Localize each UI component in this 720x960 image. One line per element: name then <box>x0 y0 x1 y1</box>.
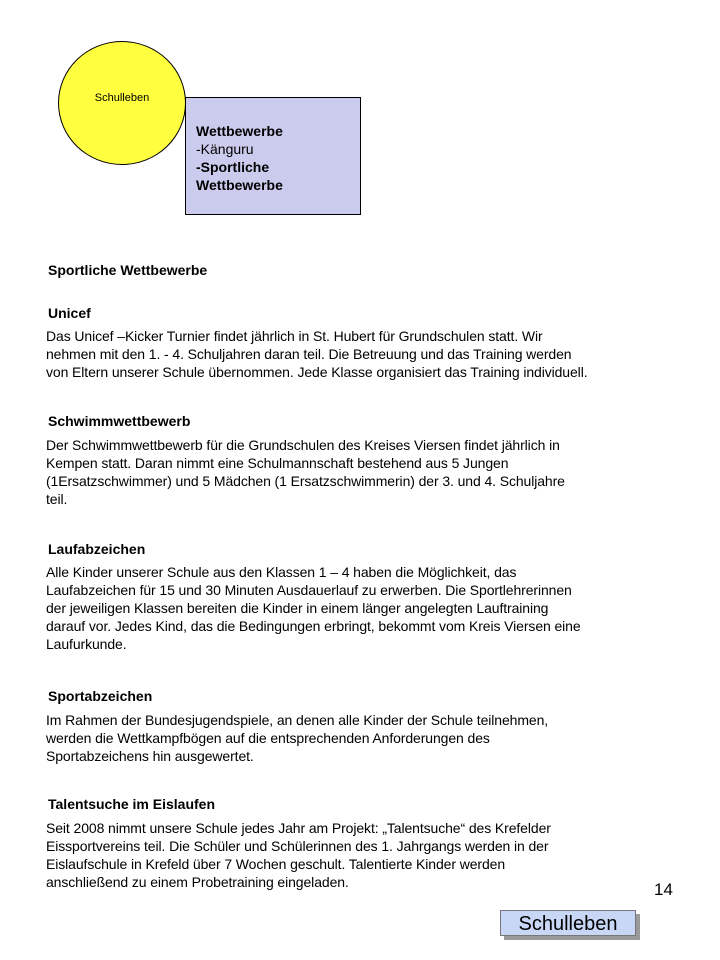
page-number: 14 <box>654 880 673 899</box>
section-title-talentsuche: Talentsuche im Eislaufen <box>48 796 216 812</box>
body-line: Sportabzeichens hin ausgewertet. <box>46 748 254 764</box>
body-line: Alle Kinder unserer Schule aus den Klassen 1 – 4 haben die Möglichkeit, das <box>46 564 517 580</box>
page-heading: Sportliche Wettbewerbe <box>48 262 208 278</box>
body-line: werden die Wettkampfbögen auf die entsprechenden Anforderungen des <box>46 730 490 746</box>
body-line: von Eltern unserer Schule übernommen. Jede Klasse organisiert das Training individuell. <box>46 364 588 380</box>
body-line: darauf vor. Jedes Kind, das die Bedingungen erbringt, bekommt vom Kreis Viersen eine <box>46 618 581 634</box>
body-line: anschließend zu einem Probetraining eingeladen. <box>46 874 349 890</box>
section-title-unicef: Unicef <box>48 305 91 321</box>
body-line: Kempen statt. Daran nimmt eine Schulmannschaft bestehend aus 5 Jungen <box>46 455 509 471</box>
body-line: Laufabzeichen für 15 und 30 Minuten Ausdauerlauf zu erwerben. Die Sportlehrerinnen <box>46 582 572 598</box>
body-line: Der Schwimmwettbewerb für die Grundschulen des Kreises Viersen findet jährlich in <box>46 437 560 453</box>
circle-label: Schulleben <box>94 92 150 104</box>
body-line: nehmen mit den 1. - 4. Schuljahren daran teil. Die Betreuung und das Training werden <box>46 346 572 362</box>
box-line-4: Wettbewerbe <box>196 177 283 193</box>
body-line: teil. <box>46 491 68 507</box>
body-line: Das Unicef –Kicker Turnier findet jährlich in St. Hubert für Grundschulen statt. Wir <box>46 328 543 344</box>
body-line: Seit 2008 nimmt unsere Schule jedes Jahr am Projekt: „Talentsuche“ des Krefelder <box>46 820 551 836</box>
body-line: Laufurkunde. <box>46 636 127 652</box>
body-line: Eissportvereins teil. Die Schüler und Schülerinnen des 1. Jahrgangs werden in der <box>46 838 549 854</box>
section-body-talentsuche <box>46 819 686 891</box>
section-body-sportabzeichen <box>46 711 686 765</box>
box-line-2: -Känguru <box>196 141 254 157</box>
body-line: der jeweiligen Klassen bereiten die Kinder in einem länger angelegten Lauftraining <box>46 600 549 616</box>
section-title-laufabzeichen: Laufabzeichen <box>48 541 146 557</box>
section-title-sportabzeichen: Sportabzeichen <box>48 688 153 704</box>
body-line: Eislaufschule in Krefeld über 7 Wochen geschult. Talentierte Kinder werden <box>46 856 506 872</box>
box-line-3: -Sportliche <box>196 159 270 175</box>
section-body-unicef <box>46 327 686 381</box>
section-body-schwimmwettbewerb <box>46 436 686 508</box>
schulleben-nav-button[interactable]: Schulleben <box>500 910 636 936</box>
wettbewerbe-box <box>185 97 361 215</box>
body-line: (1Ersatzschwimmer) und 5 Mädchen (1 Ersatzschwimmerin) der 3. und 4. Schuljahre <box>46 473 565 489</box>
section-title-schwimmwettbewerb: Schwimmwettbewerb <box>48 413 191 429</box>
box-line-1: Wettbewerbe <box>196 123 283 139</box>
body-line: Im Rahmen der Bundesjugendspiele, an denen alle Kinder der Schule teilnehmen, <box>46 712 549 728</box>
section-body-laufabzeichen <box>46 563 686 653</box>
